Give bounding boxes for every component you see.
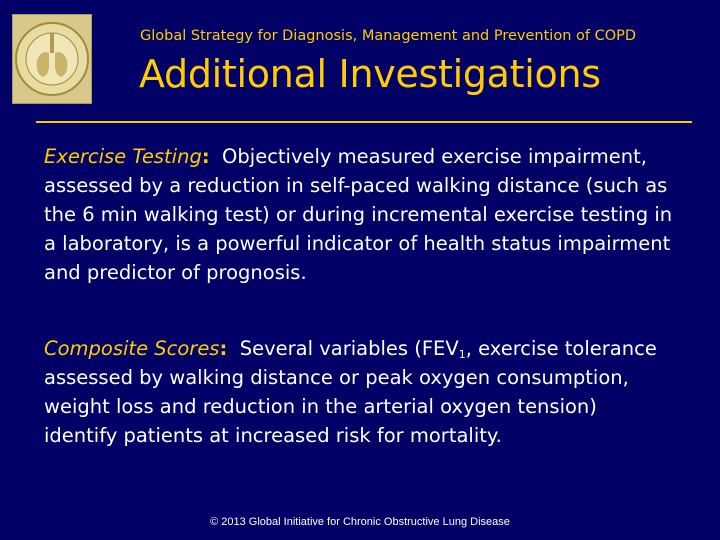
exercise-testing-paragraph	[44, 142, 674, 287]
slide-title: Additional Investigations	[139, 52, 601, 96]
composite-scores-paragraph	[44, 334, 674, 450]
lungs-icon	[13, 15, 91, 103]
copyright-footer: © 2013 Global Initiative for Chronic Obstructive Lung Disease	[210, 516, 510, 528]
gold-logo	[12, 14, 92, 104]
composite-scores-term: Composite Scores	[44, 337, 220, 360]
exercise-testing-text: Objectively measured exercise impairment, assessed by a reduction in self-paced walking distance (such as the 6 min walking test) or during incremental exercise testing in a laboratory, is a powerful indicator of health status impairment and predictor of prognosis.	[44, 145, 673, 284]
fev-subscript: 1	[458, 348, 466, 361]
presentation-subtitle: Global Strategy for Diagnosis, Management and Prevention of COPD	[140, 28, 637, 44]
composite-scores-text-after: , exercise tolerance assessed by walking distance or peak oxygen consumption, weight loss and reduction in the arterial oxygen tension) identify patients at increased risk for mortality.	[44, 337, 657, 447]
term-colon: :	[219, 337, 228, 360]
term-colon: :	[201, 145, 210, 168]
composite-scores-text-before: Several variables (FEV	[239, 337, 459, 360]
title-divider	[36, 121, 692, 123]
exercise-testing-term: Exercise Testing	[44, 145, 202, 168]
